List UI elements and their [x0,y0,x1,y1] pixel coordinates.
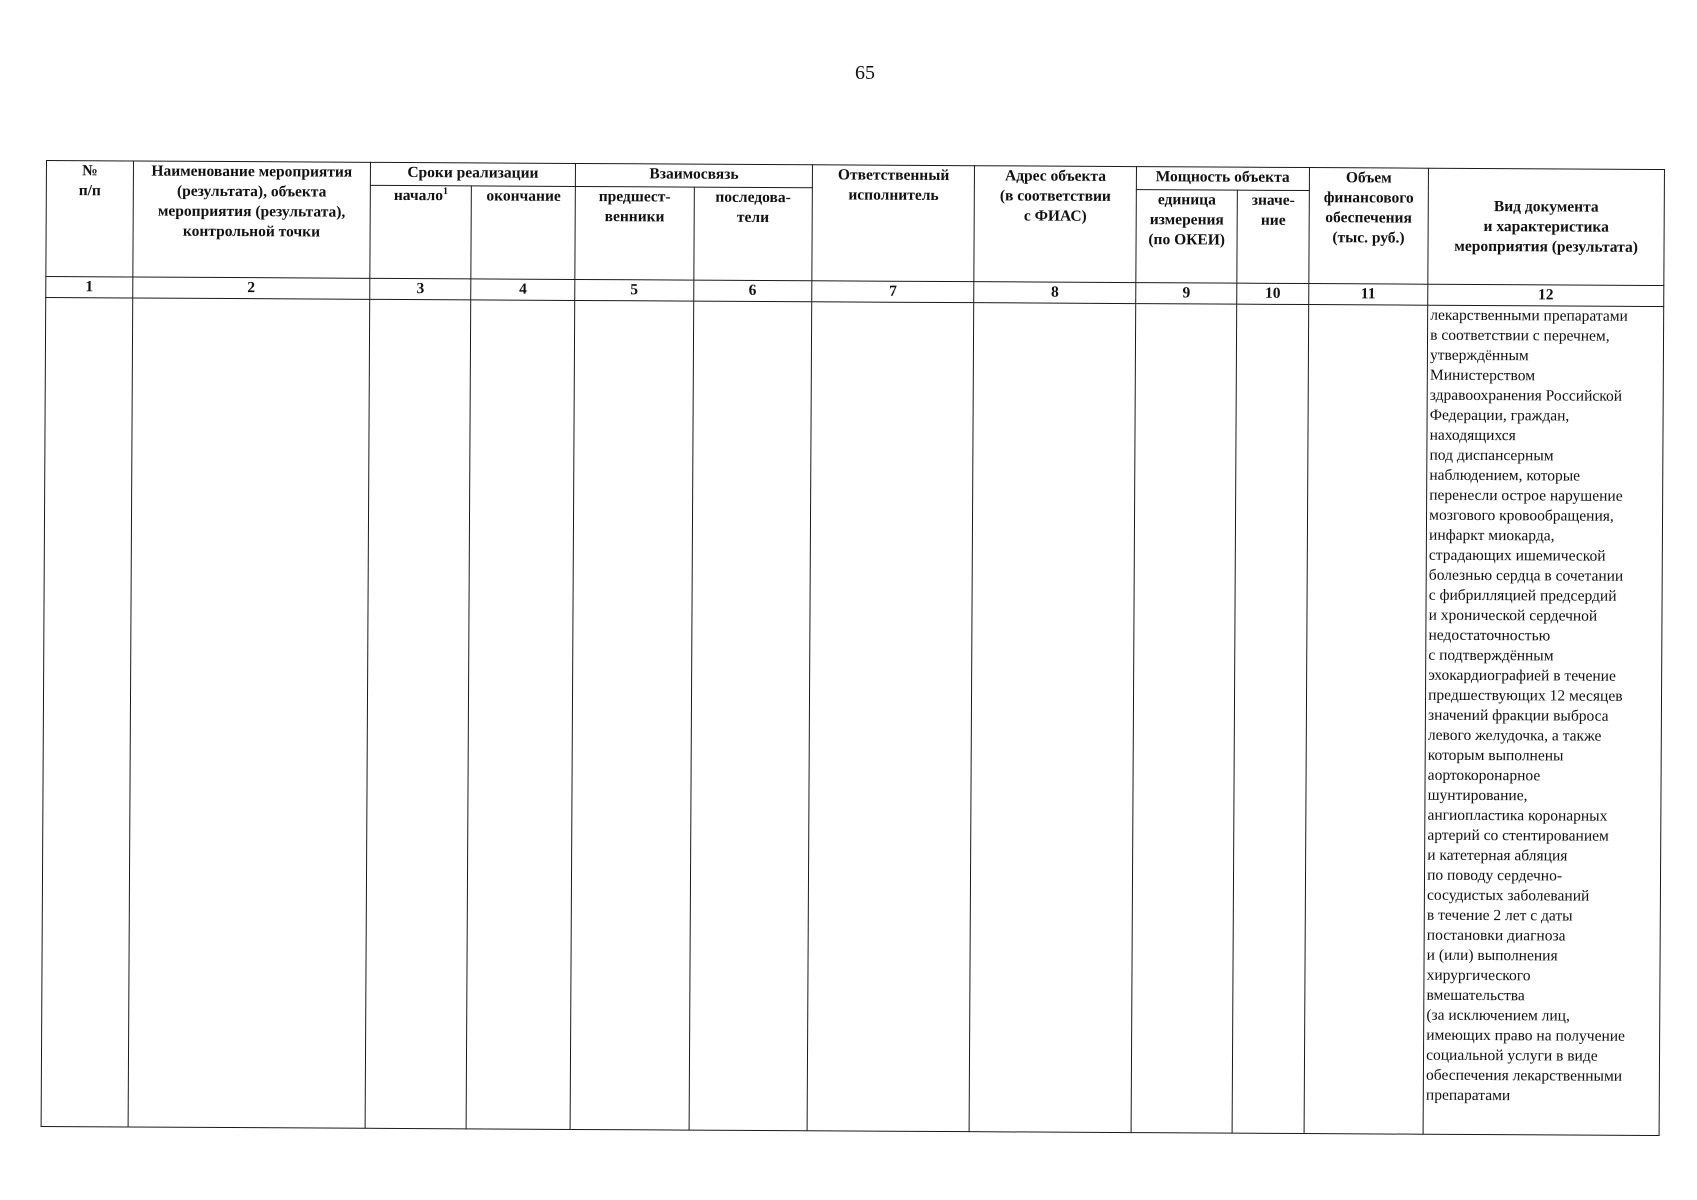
cell-value [1233,304,1309,1133]
doc-text-line: недостаточностью [1428,626,1551,645]
doc-text-line: с фибрилляцией предсердий [1428,586,1617,605]
doc-text-line: перенесли острое нарушение [1429,486,1623,505]
header-value: значе- ние [1237,190,1309,283]
header-start-footnote: 1 [442,186,449,198]
page-number: 65 [855,62,875,84]
column-number: 5 [575,279,694,301]
cell-name [128,298,369,1128]
doc-text-line: инфаркт миокарда, [1429,526,1555,545]
header-name: Наименование мероприятия (результата), объекта мероприятия (результата), контрольной точки [133,161,370,278]
doc-text-line: которым выполнены [1427,746,1564,765]
doc-text-line: сосудистых заболеваний [1426,886,1590,905]
doc-text-line: обеспечения лекарственными [1425,1066,1623,1085]
plan-table [41,160,1665,1136]
cell-address [969,303,1135,1133]
column-number: 4 [471,279,575,301]
column-number: 8 [974,282,1135,304]
cell-responsible [807,302,974,1132]
doc-text-line: Федерации, граждан, [1429,406,1570,425]
doc-text-line: в течение 2 лет с даты [1426,906,1573,925]
doc-text-line: хирургического [1426,966,1531,985]
doc-text-line: страдающих ишемической [1428,546,1606,565]
header-responsible: Ответственный исполнитель [812,165,975,282]
column-number: 3 [370,278,472,300]
header-relation: Взаимосвязь [576,163,813,187]
plan-table-sheet [41,160,1665,1136]
doc-text-line: в соответствии с перечнем, [1430,326,1610,345]
header-successors: последова- тели [693,187,812,281]
header-num: № п/п [46,161,134,277]
doc-text-line: и (или) выполнения [1426,946,1558,965]
doc-text-line: наблюдением, которые [1429,466,1581,485]
doc-text-line: вмешательства [1426,986,1525,1005]
header-address: Адрес объекта (в соответствии с ФИАС) [974,166,1136,283]
header-finance: Объем финансового обеспечения (тыс. руб.) [1309,168,1429,285]
doc-text-line: препаратами [1425,1086,1511,1105]
header-row-top [46,161,1664,193]
cell-start [365,299,471,1129]
doc-text-line: (за исключением лиц, [1426,1006,1570,1025]
cell-end [467,300,575,1130]
column-number: 2 [133,277,370,299]
header-end: окончание [471,186,575,280]
doc-text-line: находящихся [1429,426,1516,445]
doc-text-line: утверждённым [1430,346,1529,365]
column-number: 6 [693,280,812,302]
doc-text-line: шунтирование, [1427,786,1528,805]
column-number: 10 [1237,283,1308,304]
cell-predecessors [570,300,693,1130]
doc-text-line: ангиопластика коронарных [1427,806,1608,825]
doc-text-line: под диспансерным [1429,446,1554,465]
doc-text-line: по поводу сердечно- [1427,866,1563,885]
doc-text-line: Министерством [1429,366,1536,385]
cell-finance [1304,305,1428,1135]
doc-text-line: значений фракции выброса [1427,706,1609,725]
cell-unit [1131,304,1237,1134]
doc-text-line: аортокоронарное [1427,766,1541,785]
header-unit: единица измерения (по ОКЕИ) [1136,190,1238,284]
doc-text-line: и хронической сердечной [1428,606,1598,625]
column-number: 11 [1308,284,1428,306]
doc-text-line: болезнью сердца в сочетании [1428,566,1624,585]
column-number: 9 [1135,283,1237,305]
doc-text-line: постановки диагноза [1426,926,1566,945]
header-start-label: начало [393,186,444,205]
header-doc-type: Вид документа и характеристика мероприятия (результата) [1428,168,1665,285]
doc-text-line: мозгового кровообращения, [1429,506,1614,525]
doc-text-line: имеющих право на получение [1426,1026,1626,1045]
cell-num [41,298,133,1127]
doc-text-line: здравоохранения Российской [1429,386,1623,405]
doc-text-line: предшествующих 12 месяцев [1428,686,1623,705]
column-number: 12 [1428,284,1664,306]
doc-text-line: артерий со стентированием [1427,826,1609,845]
header-capacity: Мощность объекта [1136,167,1309,191]
doc-text-line: и катетерная абляция [1427,846,1568,865]
doc-text-line: социальной услуги в виде [1426,1046,1598,1065]
doc-text-line: левого желудочка, а также [1427,726,1602,745]
header-predecessors: предшест- венники [575,186,694,280]
header-start [370,185,472,279]
cell-successors [689,301,812,1131]
doc-text-line: с подтверждённым [1428,646,1554,665]
doc-text-line: эхокардиографией в течение [1428,666,1616,685]
cell-doc-description [1423,305,1664,1135]
column-number: 1 [46,277,133,298]
doc-text-line: лекарственными препаратами [1430,306,1628,325]
column-number: 7 [812,281,975,303]
table-row [41,298,1664,1136]
header-terms: Сроки реализации [370,162,576,186]
